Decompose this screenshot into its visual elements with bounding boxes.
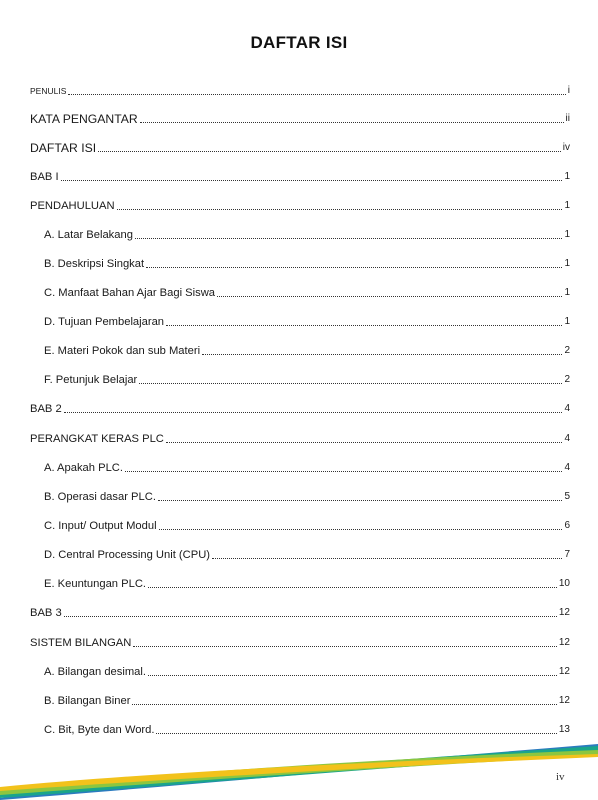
toc-entry-title: PENDAHULUAN bbox=[30, 200, 115, 212]
toc-entry bbox=[44, 369, 570, 387]
dot-leader bbox=[140, 121, 564, 123]
toc-entry-title: BAB 2 bbox=[30, 403, 62, 415]
toc-entry-title: A. Apakah PLC. bbox=[44, 462, 123, 474]
dot-leader bbox=[61, 179, 563, 181]
dot-leader bbox=[148, 586, 557, 588]
toc-entry bbox=[30, 602, 570, 620]
toc-entry-title: F. Petunjuk Belajar bbox=[44, 374, 138, 386]
toc-entry-title: KATA PENGANTAR bbox=[30, 112, 138, 126]
toc-entry bbox=[44, 340, 570, 358]
toc-entry bbox=[30, 195, 570, 213]
toc-entry-page: iv bbox=[562, 142, 570, 153]
toc-entry-title: C. Input/ Output Modul bbox=[44, 520, 157, 532]
toc-entry-title: PERANGKAT KERAS PLC bbox=[30, 433, 164, 445]
toc-entry bbox=[30, 80, 570, 98]
toc-entry-title: D. Tujuan Pembelajaran bbox=[44, 316, 165, 328]
toc-entry-page: 12 bbox=[558, 637, 570, 648]
toc-entry bbox=[30, 632, 570, 650]
toc-entry-title: A. Bilangan desimal. bbox=[44, 666, 146, 678]
toc-entry-title: DAFTAR ISI bbox=[30, 141, 97, 155]
dot-leader bbox=[135, 237, 563, 239]
dot-leader bbox=[212, 557, 562, 559]
toc-entry-title: B. Operasi dasar PLC. bbox=[44, 491, 156, 503]
toc-entry-page: ii bbox=[565, 113, 570, 124]
toc-entry-page: 1 bbox=[564, 200, 570, 211]
dot-leader bbox=[158, 499, 563, 501]
toc-entry-page: 12 bbox=[558, 607, 570, 618]
page-title: DAFTAR ISI bbox=[250, 33, 348, 52]
toc-entry bbox=[30, 428, 570, 446]
toc-entry-title: E. Keuntungan PLC. bbox=[44, 578, 147, 590]
toc-entry-page: 6 bbox=[564, 520, 570, 531]
toc-entry-page: 2 bbox=[564, 374, 570, 385]
toc-entry bbox=[44, 515, 570, 533]
dot-leader bbox=[166, 324, 562, 326]
dot-leader bbox=[68, 93, 565, 95]
toc-entry bbox=[44, 690, 570, 708]
toc-entry-title: B. Bilangan Biner bbox=[44, 695, 131, 707]
page-number: iv bbox=[556, 771, 565, 783]
toc-entry-title: A. Latar Belakang bbox=[44, 229, 133, 241]
toc-entry-page: 2 bbox=[564, 345, 570, 356]
toc-entry-title: B. Deskripsi Singkat bbox=[44, 258, 145, 270]
toc-entry-page: 10 bbox=[558, 578, 570, 589]
toc-entry-title: PENULIS bbox=[30, 86, 67, 96]
toc-entry-page: 1 bbox=[564, 316, 570, 327]
dot-leader bbox=[132, 703, 556, 705]
toc-entry bbox=[30, 166, 570, 184]
toc-entry bbox=[30, 137, 570, 155]
toc-entry-title: C. Bit, Byte dan Word. bbox=[44, 724, 155, 736]
toc-entry-page: i bbox=[567, 85, 570, 96]
toc-entry bbox=[44, 719, 570, 737]
toc-entry-page: 1 bbox=[564, 287, 570, 298]
footer-swoosh-decoration bbox=[0, 740, 598, 800]
dot-leader bbox=[133, 645, 557, 647]
toc-entry bbox=[30, 108, 570, 126]
toc-entry-page: 13 bbox=[558, 724, 570, 735]
dot-leader bbox=[166, 441, 563, 443]
dot-leader bbox=[156, 732, 556, 734]
toc-entry bbox=[44, 311, 570, 329]
toc-entry bbox=[44, 253, 570, 271]
toc-entry bbox=[44, 544, 570, 562]
toc-entry-page: 4 bbox=[564, 433, 570, 444]
toc-entry bbox=[44, 661, 570, 679]
toc-entry-page: 7 bbox=[564, 549, 570, 560]
toc-entry bbox=[44, 486, 570, 504]
dot-leader bbox=[146, 266, 562, 268]
dot-leader bbox=[117, 208, 563, 210]
toc-entry bbox=[44, 573, 570, 591]
toc-entry bbox=[30, 398, 570, 416]
dot-leader bbox=[64, 411, 563, 413]
toc-entry-title: C. Manfaat Bahan Ajar Bagi Siswa bbox=[44, 287, 216, 299]
dot-leader bbox=[202, 353, 562, 355]
dot-leader bbox=[148, 674, 557, 676]
dot-leader bbox=[217, 295, 562, 297]
toc-entry-page: 12 bbox=[558, 666, 570, 677]
toc-entry-page: 5 bbox=[564, 491, 570, 502]
toc-entry bbox=[44, 224, 570, 242]
toc-entry-title: E. Materi Pokok dan sub Materi bbox=[44, 345, 201, 357]
toc-entry bbox=[44, 282, 570, 300]
toc-entry bbox=[44, 457, 570, 475]
dot-leader bbox=[125, 470, 562, 472]
toc-entry-page: 1 bbox=[564, 229, 570, 240]
toc-entry-page: 1 bbox=[564, 258, 570, 269]
toc-entry-page: 4 bbox=[564, 403, 570, 414]
dot-leader bbox=[98, 150, 561, 152]
toc-entry-page: 1 bbox=[564, 171, 570, 182]
dot-leader bbox=[64, 615, 557, 617]
toc-entry-title: D. Central Processing Unit (CPU) bbox=[44, 549, 210, 561]
toc-entry-page: 12 bbox=[558, 695, 570, 706]
toc-entry-title: BAB 3 bbox=[30, 607, 62, 619]
dot-leader bbox=[159, 528, 563, 530]
toc-entry-title: BAB I bbox=[30, 171, 59, 183]
dot-leader bbox=[139, 382, 562, 384]
toc-entry-title: SISTEM BILANGAN bbox=[30, 637, 132, 649]
toc-entry-page: 4 bbox=[564, 462, 570, 473]
